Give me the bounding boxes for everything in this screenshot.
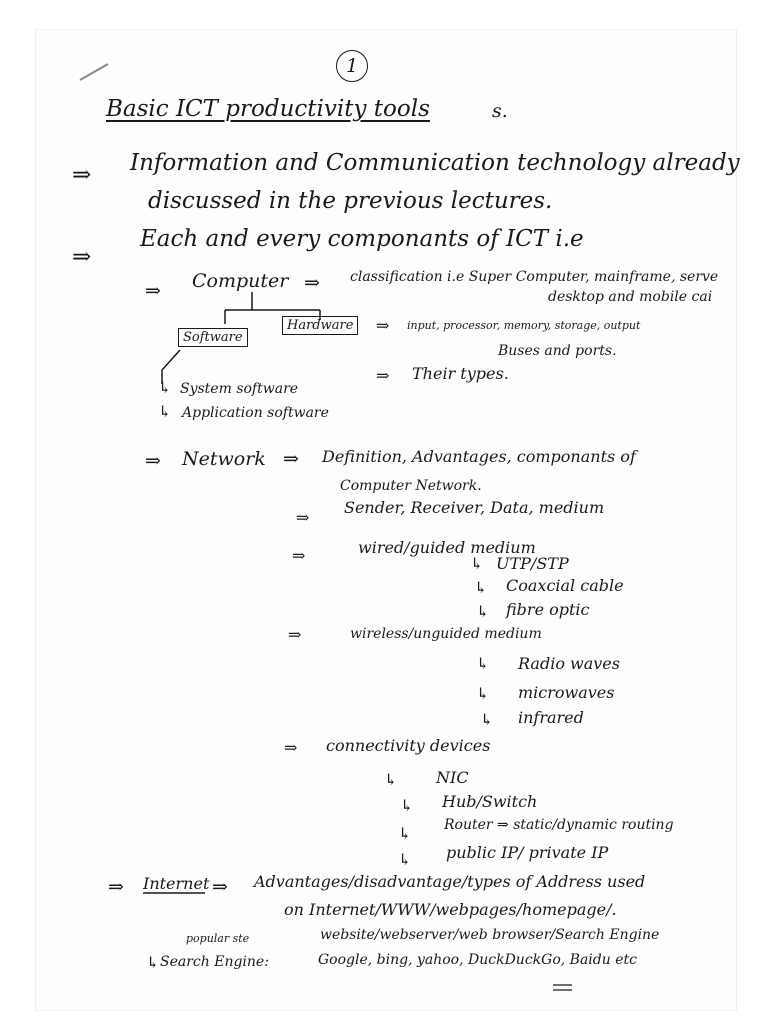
sub-arrow-icon: ↳ [158, 402, 172, 421]
intro-line-2: discussed in the previous lectures. [148, 188, 553, 214]
arrow-icon: ⇒ [284, 738, 298, 757]
classification-line-2: desktop and mobile cai [548, 289, 713, 305]
arrow-icon: ⇒ [72, 162, 92, 188]
wireless-type-infrared: infrared [518, 708, 584, 727]
device-hub-switch: Hub/Switch [442, 792, 538, 811]
sub-arrow-icon: ↳ [146, 953, 160, 972]
sub-arrow-icon: ↳ [474, 578, 488, 597]
sub-arrow-icon: ↳ [158, 378, 172, 397]
internet-line-2: on Internet/WWW/webpages/homepage/. [284, 900, 617, 919]
popular-note: popular ste [186, 932, 250, 945]
sub-arrow-icon: ↳ [476, 602, 490, 621]
sub-arrow-icon: ↳ [400, 796, 414, 815]
hardware-box: Hardware [282, 316, 358, 335]
wired-type-coaxial: Coaxcial cable [506, 576, 624, 595]
sub-arrow-icon: ↳ [470, 554, 484, 573]
wireless-type-radio: Radio waves [518, 654, 620, 673]
their-types: Their types. [412, 364, 509, 383]
components-line: Each and every componants of ICT i.e [140, 226, 584, 252]
arrow-icon: ⇒ [376, 316, 390, 335]
internet-line-3: website/webserver/web browser/Search Engine [320, 927, 660, 943]
arrow-icon: ⇒ [212, 876, 228, 898]
sub-arrow-icon: ↳ [384, 770, 398, 789]
device-nic: NIC [436, 768, 469, 787]
arrow-icon: ⇒ [376, 366, 390, 385]
arrow-icon: ⇒ [288, 625, 302, 644]
title-suffix: s. [492, 100, 508, 122]
device-router: Router ⇒ static/dynamic routing [444, 817, 674, 833]
network-label: Network [182, 448, 266, 470]
arrow-icon: ⇒ [283, 448, 299, 470]
wired-medium: wired/guided medium [358, 538, 536, 557]
hardware-details-line-1: input, processor, memory, storage, output [407, 319, 641, 332]
search-engine-label: Search Engine: [160, 954, 269, 970]
connectivity-devices: connectivity devices [326, 736, 491, 755]
page-title: Basic ICT productivity tools [106, 96, 430, 122]
network-definition-line-1: Definition, Advantages, componants of [322, 447, 636, 466]
device-public-private-ip: public IP/ private IP [446, 843, 609, 862]
arrow-icon: ⇒ [108, 876, 124, 898]
wired-type-utp: UTP/STP [496, 554, 569, 573]
page-number-circle: 1 [336, 50, 368, 82]
wireless-type-microwaves: microwaves [518, 683, 615, 702]
sub-arrow-icon: ↳ [476, 684, 490, 703]
arrow-icon: ⇒ [145, 280, 161, 302]
pencil-mark [80, 64, 108, 80]
hardware-details-line-2: Buses and ports. [498, 343, 617, 359]
internet-line-1: Advantages/disadvantage/types of Address used [254, 872, 646, 891]
arrow-icon: ⇒ [292, 546, 306, 565]
arrow-icon: ⇒ [145, 450, 161, 472]
network-definition-line-2: Computer Network. [340, 478, 482, 494]
sub-arrow-icon: ↳ [398, 824, 412, 843]
software-box: Software [178, 328, 248, 347]
arrow-icon: ⇒ [296, 508, 310, 527]
software-type-system: System software [180, 381, 299, 397]
classification-line-1: classification i.e Super Computer, mainframe, serve [350, 269, 719, 285]
bottom-mark [553, 985, 572, 990]
wireless-medium: wireless/unguided medium [350, 626, 542, 642]
wired-type-fibre: fibre optic [506, 600, 590, 619]
arrow-icon: ⇒ [304, 272, 320, 294]
search-engines-list: Google, bing, yahoo, DuckDuckGo, Baidu etc [318, 952, 637, 968]
software-type-application: Application software [182, 405, 329, 421]
arrow-icon: ⇒ [72, 244, 92, 270]
network-elements: Sender, Receiver, Data, medium [344, 498, 605, 517]
sub-arrow-icon: ↳ [398, 850, 412, 869]
computer-label: Computer [192, 270, 289, 292]
sub-arrow-icon: ↳ [480, 710, 494, 729]
sub-arrow-icon: ↳ [476, 654, 490, 673]
internet-label: Internet [143, 874, 210, 893]
intro-line-1: Information and Communication technology already [130, 150, 740, 176]
